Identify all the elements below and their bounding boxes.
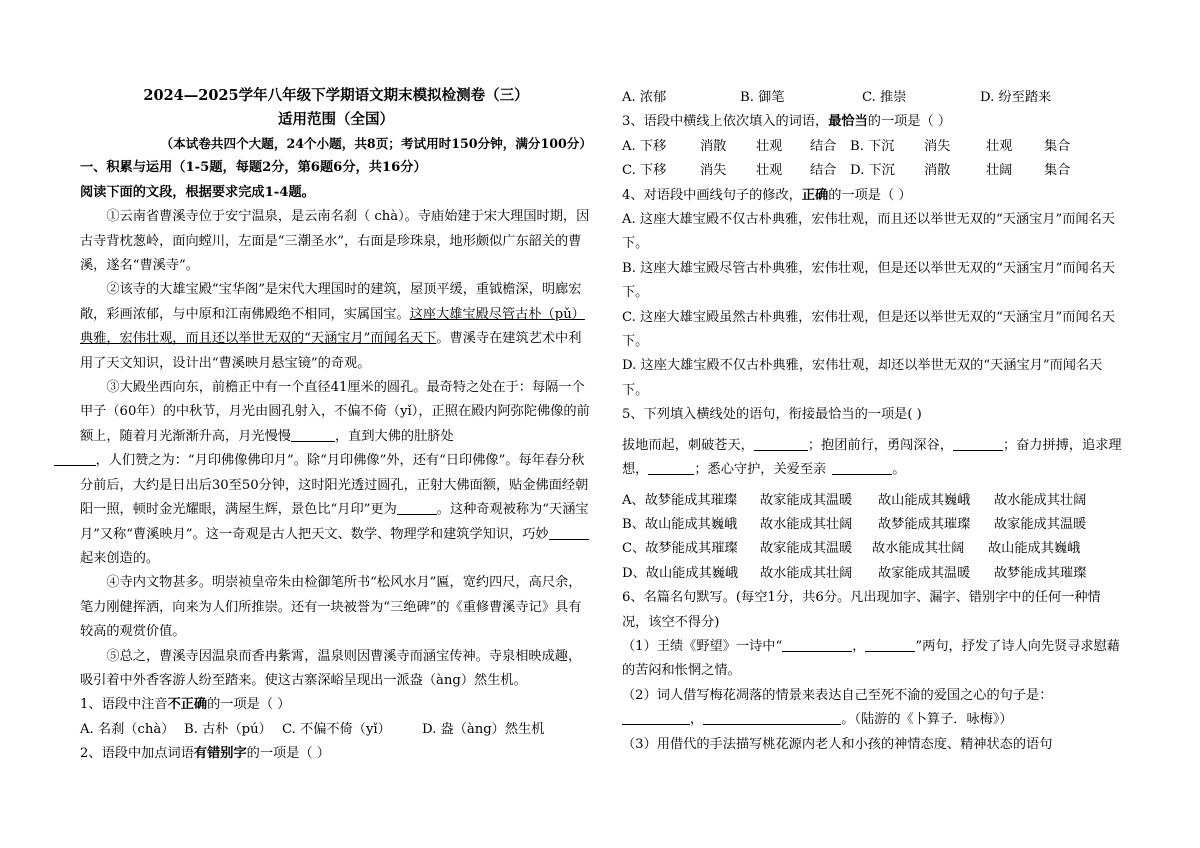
option-word: 消散 [700, 138, 727, 154]
option-b[interactable]: B. 古朴（pú） [184, 721, 272, 737]
question-5-sentence [622, 434, 1122, 483]
passage-paragraph-3 [80, 376, 592, 571]
exam-title: 2024—2025学年八年级下学期语文期末模拟检测卷（三） [143, 87, 529, 104]
option-part: 故山能成其巍峨 [988, 541, 1081, 557]
fill-blank [648, 460, 694, 475]
fill-blank[interactable] [865, 637, 915, 652]
question-1-options [80, 718, 592, 742]
item-text: ， [690, 712, 704, 728]
option-part: 故水能成其壮阔 [760, 516, 853, 532]
sentence-part: ；悉心守护，关爱至亲 [694, 462, 827, 478]
fill-blank [953, 436, 1003, 451]
question-4-option-d[interactable]: D. 这座大雄宝殿不仅古朴典雅，宏伟壮观，却还以举世无双的“天涵宝月”而闻名天下。 [622, 358, 1103, 398]
question-5-option-d[interactable] [622, 562, 1122, 586]
option-part: 故家能成其温暖 [760, 541, 853, 557]
passage-text: 。曹溪寺在建筑艺术中利用了天文知识，设计出“曹溪映月悬宝镜”的奇观。 [80, 331, 582, 371]
passage-text: ，人们赞之为：“月印佛像佛印月”。除“月印佛像”外，还有“日印佛像”。每年春分秋分前后，大约是日出后30至50分钟，这时阳光透过圆孔，正射大佛面额，贴金佛面经朝阳一照，顿时金光耀眼，满屋生辉，景色比“月印”更为 [80, 453, 589, 518]
stem-text: 的一项是（ ） [828, 187, 912, 203]
stem-emphasis: 有错别字 [193, 746, 247, 762]
fill-blank [832, 460, 892, 475]
fill-blank [291, 427, 335, 442]
stem-text: 的一项是（ ） [867, 114, 952, 130]
question-5-option-a[interactable] [622, 489, 1122, 513]
option-word[interactable]: B. 下沉 [850, 138, 895, 154]
option-b[interactable]: B. 御笔 [740, 90, 785, 105]
option-word: 消失 [700, 163, 727, 179]
option-part: 故梦能成其璀璨 [878, 516, 971, 532]
item-text: （2）词人借写梅花凋落的情景来表达自己至死不渝的爱国之心的句子是： [622, 687, 1053, 703]
question-6-item-3: （3）用借代的手法描写桃花源内老人和小孩的神情态度、精神状态的语句 [622, 736, 1053, 752]
left-column [80, 84, 592, 767]
option-part: C、故梦能成其璀璨 [622, 541, 738, 557]
option-word: 消失 [924, 138, 951, 154]
option-word: 壮观 [986, 138, 1013, 154]
option-word[interactable]: D. 下沉 [850, 163, 895, 179]
fill-blank [754, 436, 808, 451]
fill-blank[interactable] [782, 637, 852, 652]
option-d[interactable]: D. 纷至踏来 [980, 90, 1052, 105]
question-3-row-1 [622, 135, 1122, 159]
option-part: 故家能成其温暖 [760, 492, 853, 508]
underlined-sentence: 这座大雄宝殿尽管古朴（pǔ）典雅，宏伟壮观，而且还以举世无双的“天涵宝月”而闻名天下 [80, 306, 585, 347]
fill-blank [549, 525, 589, 540]
option-word: 壮观 [756, 163, 783, 179]
question-3-row-2 [622, 159, 1122, 183]
question-3-stem [622, 110, 1122, 134]
option-part: A、故梦能成其璀璨 [622, 492, 738, 508]
item-text: ”两句，抒发了诗人向先贤寻求慰藉的苦闷和怅惘之情。 [622, 638, 1120, 679]
option-word: 结合 [810, 138, 837, 154]
stem-text: 4、对语段中画线句子的修改， [622, 187, 802, 203]
question-6-item-2 [622, 684, 1122, 733]
option-part: 故梦能成其璀璨 [994, 565, 1087, 581]
fill-blank[interactable] [703, 710, 841, 725]
option-word: 集合 [1044, 138, 1071, 154]
stem-emphasis: 正确 [801, 187, 829, 203]
option-part: 故水能成其壮阔 [994, 492, 1087, 508]
passage-paragraph-1: ①云南省曹溪寺位于安宁温泉，是云南名刹（ chà）。寺庙始建于宋大理国时期，因古寺背枕葱岭，面向螳川，左面是“三潮圣水”，右面是珍珠泉，地形颇似广东韶关的曹溪，遂名“曹溪寺”。 [80, 209, 590, 274]
question-6-item-1 [622, 635, 1122, 684]
question-5-option-b[interactable] [622, 513, 1122, 537]
stem-text: 2、语段中加点词语 [80, 746, 194, 762]
item-text: 。（陆游的《卜算子．咏梅》） [841, 712, 1013, 728]
option-word[interactable]: C. 下移 [622, 163, 667, 179]
passage-text: 。这种奇观被称为“天涵宝月”又称“曹溪映月”。这一奇观是古人把天文、数学、物理学和建筑学知识，巧妙 [80, 502, 589, 542]
section-heading: 一、积累与运用（1-5题，每题2分，第6题6分，共16分） [80, 160, 427, 176]
option-c[interactable]: C. 不偏不倚（yǐ） [282, 721, 391, 737]
exam-note: （本试卷共四个大题，24个小题，共8页；考试用时150分钟，满分100分） [160, 136, 592, 151]
passage-text: ③大殿坐西向东，前檐正中有一个直径41厘米的圆孔。最奇特之处在于：每隔一个甲子（60年）的中秋节，月光由圆孔射入，不偏不倚（yǐ），正照在殿内阿弥陀佛像的前额上，随着月光渐渐升高，月光慢慢 [80, 380, 590, 444]
option-word[interactable]: A. 下移 [622, 138, 667, 154]
question-4-option-c[interactable]: C. 这座大雄宝殿虽然古朴典雅，宏伟壮观，但是还以举世无双的“天涵宝月”而闻名天下。 [622, 309, 1116, 350]
sentence-part: 拔地而起，刺破苍天， [622, 437, 754, 453]
option-word: 消散 [924, 163, 951, 179]
passage-text: 起来创造的。 [80, 550, 160, 566]
option-part: D、故山能成其巍峨 [622, 565, 739, 581]
option-part: 故山能成其巍峨 [878, 492, 971, 508]
stem-text: 1、语段中注音 [80, 697, 168, 713]
option-part: 故水能成其壮阔 [872, 541, 965, 557]
option-word: 壮观 [756, 138, 783, 154]
fill-blank [54, 451, 96, 466]
question-2-stem [80, 742, 592, 766]
sentence-part: 。 [892, 462, 906, 478]
question-4-option-b[interactable]: B. 这座大雄宝殿尽管古朴典雅，宏伟壮观，但是还以举世无双的“天涵宝月”而闻名天下。 [622, 260, 1116, 301]
passage-paragraph-2 [80, 278, 592, 376]
passage-paragraph-5: ⑤总之，曹溪寺因温泉而香冉紫霄，温泉则因曹溪寺而涵宝传神。寺泉相映成趣，吸引着中外香客游人纷至踏来。使这古寨深峪呈现出一派盎（àng）然生机。 [80, 648, 582, 688]
stem-emphasis: 最恰当 [828, 114, 868, 130]
question-4-stem [622, 184, 1122, 208]
item-text: （1）王绩《野望》一诗中“ [622, 638, 783, 654]
stem-text: 的一项是（ ） [207, 697, 291, 713]
sentence-part: ；抱团前行，勇闯深谷， [807, 437, 953, 453]
question-5-option-c[interactable] [622, 537, 1122, 561]
question-4-option-a[interactable]: A. 这座大雄宝殿不仅古朴典雅，宏伟壮观，而且还以举世无双的“天涵宝月”而闻名天下。 [622, 212, 1115, 252]
fill-blank [397, 500, 437, 515]
passage-paragraph-4: ④寺内文物甚多。明崇祯皇帝朱由检御笔所书“松风水月”匾，宽约四尺，高尺余，笔力刚健挥洒，向来为人们所推崇。还有一块被誉为“三绝碑”的《重修曹溪寺记》具有较高的观赏价值。 [80, 575, 582, 640]
option-word: 集合 [1044, 163, 1071, 179]
item-text: ， [852, 638, 866, 654]
option-part: 故家能成其温暖 [878, 565, 971, 581]
stem-text: 的一项是（ ） [246, 746, 330, 762]
option-d[interactable]: D. 盎（àng）然生机 [422, 721, 545, 737]
option-part: B、故山能成其巍峨 [622, 516, 738, 532]
option-part: 故水能成其壮阔 [760, 565, 853, 581]
question-5-stem: 5、下列填入横线处的语句，衔接最恰当的一项是( ) [622, 407, 922, 423]
question-2-options [622, 86, 1122, 110]
stem-text: 3、语段中横线上依次填入的词语， [622, 114, 829, 130]
section-instruction: 阅读下面的文段，根据要求完成1-4题。 [80, 184, 315, 200]
option-a[interactable]: A. 名刹（chà） [80, 721, 175, 737]
option-a[interactable]: A. 浓郁 [622, 90, 667, 105]
right-column [622, 86, 1122, 757]
exam-subtitle: 适用范围（全国） [278, 111, 394, 128]
option-c[interactable]: C. 推崇 [862, 90, 907, 105]
passage-text: ，直到大佛的肚脐处 [335, 428, 454, 444]
question-6-stem: 6、名篇名句默写。(每空1分，共6分。凡出现加字、漏字、错别字中的任何一种情况，该空不得分) [622, 590, 1101, 630]
stem-emphasis: 不正确 [167, 697, 208, 713]
passage-text: ②该寺的大雄宝殿“宝华阁”是宋代大理国时的建筑，屋顶平缓，重钺檐深，明廊宏敞，彩画浓郁，与中原和江南佛殿绝不相同，实属国宝。 [80, 282, 582, 322]
fill-blank[interactable] [622, 710, 690, 725]
option-word: 结合 [810, 163, 837, 179]
sentence-part: ；奋力拼搏，追求理想， [622, 437, 1122, 478]
question-1-stem [80, 693, 592, 717]
option-word: 壮阔 [986, 163, 1013, 179]
option-part: 故家能成其温暖 [994, 516, 1087, 532]
